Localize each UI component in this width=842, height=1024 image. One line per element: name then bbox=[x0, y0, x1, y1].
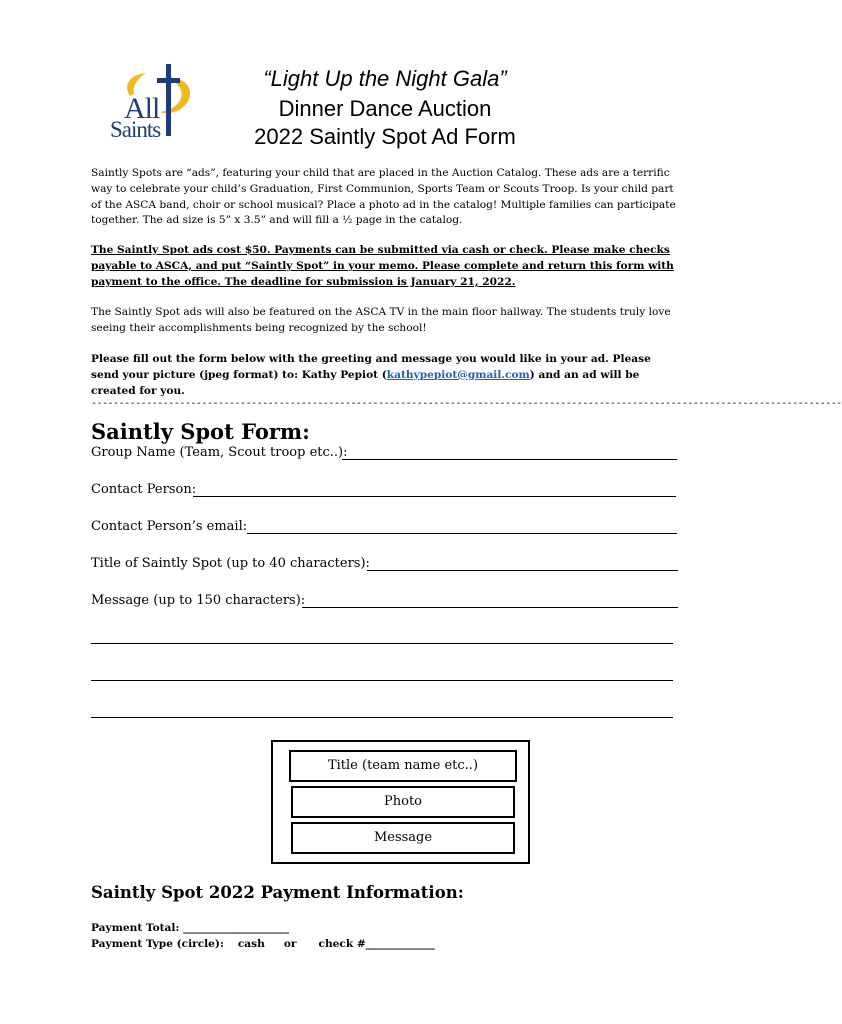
message-line-3[interactable] bbox=[91, 680, 673, 681]
check-number-field[interactable]: _____________ bbox=[365, 938, 435, 950]
instructions-text-before: Please fill out the form below with the greeting and message you would like in your ad. Please send your picture (jpeg format) to: Kathy Pepiot ( bbox=[91, 353, 651, 381]
payment-type-label: Payment Type (circle): bbox=[91, 938, 224, 950]
ad-layout-diagram bbox=[271, 740, 530, 864]
payment-total-field[interactable]: ____________________ bbox=[183, 922, 290, 934]
payment-option-cash[interactable]: cash bbox=[237, 938, 265, 950]
contact-email-label: Contact Person’s email: bbox=[91, 519, 248, 534]
logo-text-all: All bbox=[124, 92, 160, 125]
all-saints-logo bbox=[108, 64, 200, 144]
logo-text-saints: Saints bbox=[110, 117, 161, 142]
contact-person-field[interactable] bbox=[193, 496, 676, 497]
contact-person-label: Contact Person: bbox=[91, 482, 197, 497]
message-label: Message (up to 150 characters): bbox=[91, 593, 306, 608]
intro-paragraph: Saintly Spots are “ads”, featuring your child that are placed in the Auction Catalog. These ads are a terrific way to celebrate your child’s Graduation, First Communion, Sports Team or Scouts Troop. Is your child part of the ASCA band, choir or school musical? Place a photo ad in the catalog! Multiple families can participate together. The ad size is 5” x 3.5” and will fill a ½ page in the catalog. bbox=[91, 167, 676, 227]
payment-title: Saintly Spot 2022 Payment Information: bbox=[91, 883, 464, 902]
message-field[interactable] bbox=[302, 607, 678, 608]
form-title: Saintly Spot Form: bbox=[91, 419, 310, 444]
instructions-text-after: ) and an ad will be created for you. bbox=[91, 368, 640, 397]
contact-email-field[interactable] bbox=[247, 533, 677, 534]
logo-cross-vertical bbox=[166, 64, 171, 136]
tv-paragraph: The Saintly Spot ads will also be featured on the ASCA TV in the main floor hallway. The students truly love seeing their accomplishments being recognized by the school! bbox=[91, 306, 671, 334]
spot-title-field[interactable] bbox=[367, 570, 678, 571]
dashed-divider: ---------------------------------------------------------------------------------------------------------------------------------------- bbox=[91, 398, 842, 409]
ad-photo-box: Photo bbox=[291, 786, 515, 818]
event-subtitle: Dinner Dance Auction bbox=[278, 96, 492, 121]
message-line-2[interactable] bbox=[91, 643, 673, 644]
group-name-label: Group Name (Team, Scout troop etc..): bbox=[91, 445, 348, 460]
gala-title: “Light Up the Night Gala” bbox=[263, 66, 507, 91]
message-line-4[interactable] bbox=[91, 717, 673, 718]
email-link[interactable]: kathypepiot@gmail.com bbox=[386, 368, 530, 381]
payment-type-row bbox=[91, 936, 435, 952]
form-heading: 2022 Saintly Spot Ad Form bbox=[254, 124, 516, 149]
cost-paragraph: The Saintly Spot ads cost $50. Payments can be submitted via cash or check. Please make checks payable to ASCA, and put “Saintly Spot” in your memo. Please complete and return this form with payment to the office. The deadline for submission is January 21, 2022. bbox=[91, 244, 674, 288]
group-name-field[interactable] bbox=[342, 459, 677, 460]
logo-cross-horizontal bbox=[157, 78, 180, 83]
ad-message-box: Message bbox=[291, 822, 515, 854]
spot-title-label: Title of Saintly Spot (up to 40 characters): bbox=[91, 556, 370, 571]
payment-total-row bbox=[91, 920, 289, 936]
payment-option-or: or bbox=[283, 938, 297, 950]
payment-total-label: Payment Total: bbox=[91, 922, 180, 934]
instructions-paragraph bbox=[91, 352, 681, 399]
ad-title-box: Title (team name etc..) bbox=[289, 750, 517, 782]
payment-option-check[interactable]: check # bbox=[318, 938, 366, 950]
